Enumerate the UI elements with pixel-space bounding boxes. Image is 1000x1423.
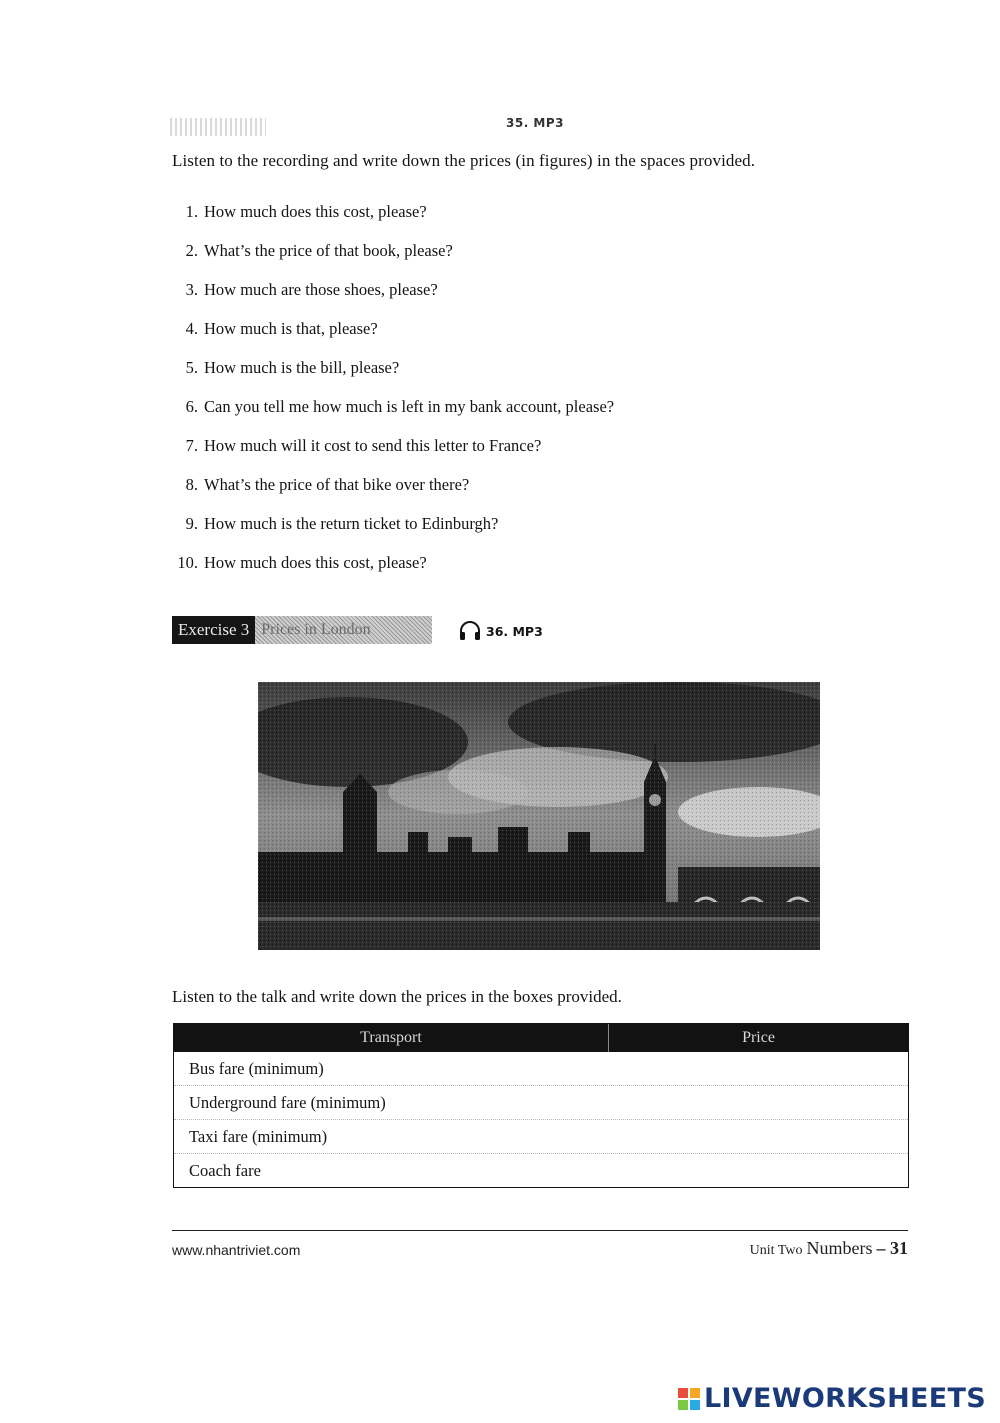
header-price: Price <box>742 1029 775 1046</box>
exercise3-instruction: Listen to the talk and write down the prices in the boxes provided. <box>172 987 622 1006</box>
liveworksheets-logo <box>678 1383 986 1414</box>
price-table <box>173 1023 909 1188</box>
table-row: Taxi fare (minimum) <box>174 1120 908 1154</box>
footer-url: www.nhantriviet.com <box>172 1242 301 1258</box>
brand-name: LIVEWORKSHEETS <box>703 1383 986 1414</box>
question-item: 1. How much does this cost, please? <box>185 202 427 221</box>
question-item: 2. What’s the price of that book, please? <box>185 241 453 260</box>
question-item: 6. Can you tell me how much is left in my bank account, please? <box>185 397 615 416</box>
question-item: 5. How much is the bill, please? <box>185 358 400 377</box>
headphones-icon <box>458 620 482 642</box>
question-item: 10. How much does this cost, please? <box>177 553 427 572</box>
exercise2-instruction: Listen to the recording and write down the prices (in figures) in the spaces provided. <box>172 151 756 170</box>
westminster-photo <box>258 682 820 950</box>
header-transport: Transport <box>174 1024 609 1052</box>
question-item: 9. How much is the return ticket to Edinburgh? <box>185 514 499 533</box>
audio-label-35: 35. MP3 <box>506 116 565 130</box>
table-row: Bus fare (minimum) <box>174 1052 908 1086</box>
table-row: Coach fare <box>189 1160 261 1180</box>
table-row: Underground fare (minimum) <box>174 1086 908 1120</box>
exercise3-header <box>172 616 432 644</box>
footer-page-info: Unit Two Numbers – 31 <box>749 1238 908 1258</box>
question-item: 4. How much is that, please? <box>185 319 378 338</box>
exercise3-title: Prices in London <box>255 616 432 644</box>
scan-smudge <box>170 118 266 136</box>
footer-divider <box>172 1230 908 1231</box>
question-item: 7. How much will it cost to send this letter to France? <box>185 436 542 455</box>
logo-icon <box>678 1388 700 1410</box>
question-item: 3. How much are those shoes, please? <box>185 280 438 299</box>
question-item: 8. What’s the price of that bike over there? <box>185 475 470 494</box>
audio-label-36: 36. MP3 <box>458 620 543 642</box>
exercise3-label: Exercise 3 <box>172 616 255 644</box>
table-header <box>174 1024 908 1052</box>
